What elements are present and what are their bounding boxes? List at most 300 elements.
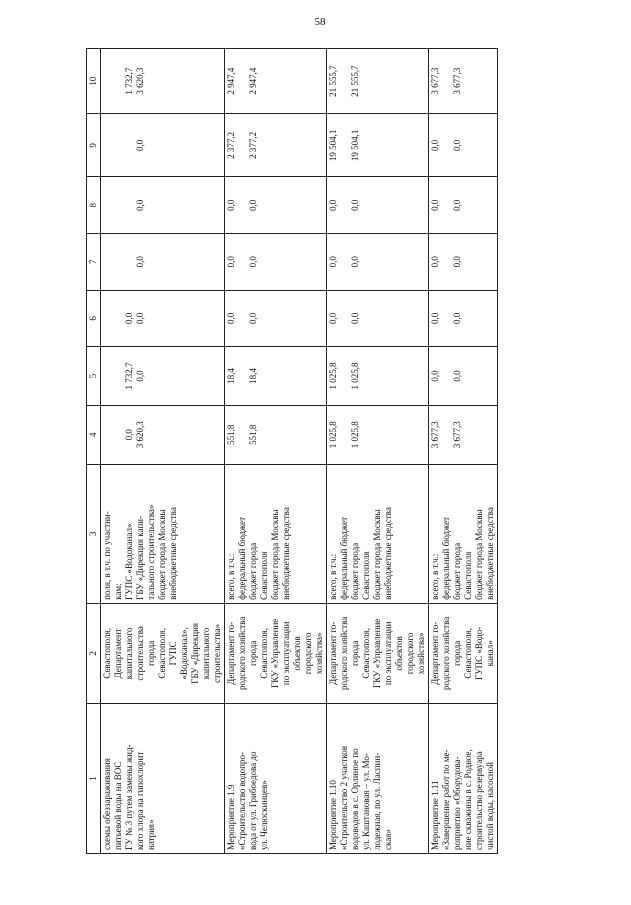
cell-line: Севастополя [463,551,473,600]
cell-line [157,409,168,461]
cell-line: ул. Каштановая – ул. Мо- [361,753,371,850]
cell-line [281,409,292,461]
cell-line: схемы обеззараживания [102,758,112,850]
cell-line: Департамент [113,628,123,679]
cell-line [361,180,372,230]
cell-line [102,350,113,402]
cell-line: ГБУ «Дирекция [190,622,200,684]
cell-line: бюджет города Москвы [474,509,484,600]
cell-line [463,52,474,110]
cell-line: вода от ул. Грибоедова до [248,751,258,850]
cell-line [270,180,281,230]
cell-line [102,237,113,287]
cell-line: 2 377,2 [226,131,236,159]
cell-line: 19 504,1 [350,129,360,162]
cell-line [270,294,281,344]
cell-line [146,237,157,287]
table-cell-col6 [225,290,327,347]
cell-line [168,294,179,344]
cell-line: города [350,640,360,666]
cell-line [281,117,292,173]
table-cell-col1 [101,703,225,853]
cell-line [237,237,248,287]
header-cell-1: 1 [87,703,101,853]
cell-line: ГУ № 3 путем замены жид- [124,744,134,850]
cell-line: ние скважины в с. Родное, [463,749,473,850]
cell-line: Департамент го- [328,621,338,685]
cell-line: 18,4 [248,368,258,384]
cell-line [168,52,179,110]
cell-line [485,237,496,287]
cell-line: 0,0 [124,429,134,441]
cell-line [485,52,496,110]
cell-line: бюджет города [350,542,360,600]
table-cell-col8 [101,177,225,234]
cell-line [474,409,485,461]
cell-line [113,237,124,287]
cell-line [441,237,452,287]
cell-line [270,117,281,173]
table-cell-col8 [225,177,327,234]
table-row [225,49,327,854]
cell-line [474,350,485,402]
cell-line: строительства [135,626,145,681]
cell-line: Департамент го- [430,621,440,685]
cell-line [113,180,124,230]
cell-line: капитального [124,627,134,680]
header-row [87,49,101,854]
table-cell-col7 [327,233,429,290]
table-cell-col4 [225,405,327,464]
cell-line: 0,0 [226,199,236,211]
cell-line: всего, в т.ч.: [328,553,338,600]
cell-line: 0,0 [248,199,258,211]
cell-line [113,294,124,344]
cell-line [270,350,281,402]
table-cell-col6 [429,290,498,347]
cell-line [383,409,394,461]
table-cell-col2 [225,603,327,703]
cell-line [441,52,452,110]
cell-line: 0,0 [135,312,145,324]
cell-line: бюджет города Москвы [157,509,167,600]
cell-line: 3 620,3 [135,421,145,449]
cell-line: лодежная, по ул. Ласпин- [372,752,382,850]
cell-line: 3 677,3 [452,421,462,449]
table-cell-col7 [101,233,225,290]
cell-line [361,52,372,110]
cell-line: федеральный бюджет [339,516,349,600]
cell-line: 18,4 [226,368,236,384]
cell-line [259,294,270,344]
table-cell-col9 [225,114,327,177]
header-cell-3: 3 [87,464,101,603]
cell-line: 21 555,7 [350,65,360,97]
cell-line [281,180,292,230]
table-cell-col2 [101,603,225,703]
cell-line: ул. Челюскинцев» [259,780,269,850]
cell-line [270,409,281,461]
table-row [101,49,225,854]
table-cell-col10 [101,49,225,114]
cell-line: ская» [383,829,393,850]
cell-line [259,237,270,287]
cell-line: 0,0 [328,199,338,211]
cell-line: родского хозяйства [339,616,349,690]
table-cell-col1 [327,703,429,853]
cell-line: родского хозяйства [441,616,451,690]
cell-line [339,52,350,110]
cell-line: 1 732,7 [124,362,134,390]
cell-line: 0,0 [452,139,462,151]
cell-line [372,294,383,344]
cell-line [339,237,350,287]
cell-line: 0,0 [430,139,440,151]
cell-line: города [146,640,156,666]
cell-line: объектов [394,636,404,671]
cell-line [474,237,485,287]
cell-line [237,52,248,110]
cell-line [361,409,372,461]
cell-line: ГКУ «Управление [372,618,382,688]
cell-line: 3 620,3 [135,67,145,95]
cell-line [157,237,168,287]
cell-line: городского [405,632,415,675]
cell-line: внебюджетные средства [281,507,291,600]
cell-line [383,237,394,287]
cell-line [157,117,168,173]
cell-line [474,52,485,110]
cell-line: 0,0 [248,256,258,268]
cell-line: ГКУ «Управление [270,618,280,688]
header-cell-10: 10 [87,49,101,114]
cell-line: 0,0 [328,256,338,268]
program-activities-table [86,48,498,854]
cell-line [361,294,372,344]
cell-line: ГУПС «Водо- [474,626,484,680]
cell-line [441,409,452,461]
table-cell-col9 [101,114,225,177]
cell-line: питьевой воды на ВОС [113,761,123,850]
cell-line: ГУПС [168,641,178,666]
cell-line: «Водоканал», [179,627,189,680]
cell-line: внебюджетные средства [383,507,393,600]
cell-line: 0,0 [452,199,462,211]
cell-line: Севастополя, [361,628,371,679]
table-cell-col5 [429,347,498,406]
cell-line: 1 025,8 [328,421,338,449]
cell-line: по эксплуатации [281,621,291,686]
cell-line [270,52,281,110]
cell-line: 2 947,4 [248,67,258,95]
cell-line: «Строительство 2 участков [339,746,349,850]
cell-line: хозяйства» [314,632,324,675]
cell-line [383,117,394,173]
cell-line: роприятию «Оборудова- [452,756,462,850]
cell-line: 0,0 [452,312,462,324]
table-cell-col4 [429,405,498,464]
cell-line: Севастополя, [157,628,167,679]
cell-line: ГБУ «Дирекция капи- [135,516,145,600]
cell-line [102,180,113,230]
table-cell-col5 [101,347,225,406]
cell-line [237,409,248,461]
cell-line: 0,0 [135,139,145,151]
table-cell-col10 [429,49,498,114]
cell-line: 1 732,7 [124,67,134,95]
cell-line [485,409,496,461]
cell-line: ГУПС «Водоканал» [124,523,134,600]
cell-line [113,350,124,402]
cell-line: бюджет города Москвы [372,509,382,600]
cell-line: Мероприятие 1.9 [226,784,236,850]
cell-line [441,180,452,230]
header-cell-5: 5 [87,347,101,406]
cell-line [270,237,281,287]
table-cell-col2 [429,603,498,703]
cell-line: 0,0 [430,370,440,382]
cell-line: Севастополя, [102,628,112,679]
cell-line: 19 504,1 [328,129,338,162]
cell-line: Департамент го- [226,621,236,685]
cell-line: натрия» [146,819,156,850]
page-number: 58 [314,16,326,28]
cell-line [146,180,157,230]
cell-line: 0,0 [430,312,440,324]
cell-line [168,117,179,173]
cell-line: чистой воды, насосной [485,762,495,850]
cell-line [372,180,383,230]
header-cell-6: 6 [87,290,101,347]
cell-line: капитального [201,627,211,680]
header-cell-8: 8 [87,177,101,234]
table-cell-col8 [327,177,429,234]
cell-line: Мероприятие 1.11 [430,780,440,850]
table-cell-col3 [327,464,429,603]
cell-line [281,294,292,344]
cell-line [383,350,394,402]
cell-line [124,237,135,287]
cell-line [113,117,124,173]
table-cell-col7 [429,233,498,290]
table-cell-col5 [225,347,327,406]
cell-line [463,350,474,402]
cell-line: поля, в т.ч. по участни- [102,511,112,600]
table-cell-col4 [101,405,225,464]
cell-line [157,52,168,110]
cell-line: города [248,640,258,666]
cell-line [259,52,270,110]
cell-line [281,52,292,110]
cell-line: федеральный бюджет [237,516,247,600]
cell-line [124,117,135,173]
table-cell-col5 [327,347,429,406]
cell-line [441,294,452,344]
table-cell-col3 [225,464,327,603]
cell-line: 0,0 [226,312,236,324]
header-cell-2: 2 [87,603,101,703]
cell-line: городского [303,632,313,675]
cell-line [339,350,350,402]
cell-line [259,180,270,230]
cell-line [485,350,496,402]
rotated-table-container [86,48,572,854]
cell-line [146,350,157,402]
cell-line: бюджет города Москвы [270,509,280,600]
header-cell-4: 4 [87,405,101,464]
cell-line [237,180,248,230]
cell-line: кого хлора на гипохлорит [135,751,145,850]
cell-line: Севастополя, [259,628,269,679]
cell-line [102,294,113,344]
cell-line: кам: [113,583,123,600]
cell-line [124,180,135,230]
cell-line [474,294,485,344]
cell-line: 0,0 [430,256,440,268]
cell-line [237,117,248,173]
cell-line [102,117,113,173]
cell-line: 0,0 [135,256,145,268]
table-cell-col4 [327,405,429,464]
cell-line [361,350,372,402]
cell-line: канал» [485,640,495,667]
cell-line: 0,0 [135,370,145,382]
cell-line [361,117,372,173]
cell-line [281,237,292,287]
cell-line: 551,8 [248,424,258,445]
cell-line [383,180,394,230]
cell-line: 3 677,3 [430,421,440,449]
cell-line: бюджет города [452,542,462,600]
cell-line: города [452,640,462,666]
cell-line [474,117,485,173]
cell-line [146,294,157,344]
cell-line [372,237,383,287]
cell-line [168,409,179,461]
table-cell-col8 [429,177,498,234]
cell-line: Севастополя [259,551,269,600]
cell-line: 3 677,3 [452,67,462,95]
cell-line [485,117,496,173]
cell-line [361,237,372,287]
cell-line: внебюджетные средства [168,507,178,600]
cell-line [259,117,270,173]
cell-line [463,180,474,230]
table-cell-col7 [225,233,327,290]
cell-line [372,409,383,461]
cell-line [463,117,474,173]
cell-line: Мероприятие 1.10 [328,780,338,850]
cell-line [113,409,124,461]
table-cell-col6 [327,290,429,347]
cell-line [157,180,168,230]
cell-line [146,409,157,461]
cell-line: «Строительство водопро- [237,752,247,850]
cell-line: 0,0 [135,199,145,211]
cell-line [485,294,496,344]
cell-line [339,409,350,461]
cell-line: 2 377,2 [248,131,258,159]
table-cell-col2 [327,603,429,703]
table-body [87,49,498,854]
cell-line: 21 555,7 [328,65,338,97]
cell-line: 1 025,8 [328,362,338,390]
cell-line: 0,0 [350,256,360,268]
cell-line [102,52,113,110]
cell-line [157,350,168,402]
cell-line: «Завершение работ по ме- [441,749,451,850]
table-cell-col1 [225,703,327,853]
cell-line: 1 025,8 [350,362,360,390]
cell-line [237,350,248,402]
cell-line: 0,0 [124,312,134,324]
cell-line [168,180,179,230]
cell-line: 3 677,3 [430,67,440,95]
cell-line: 0,0 [452,256,462,268]
cell-line [441,117,452,173]
cell-line: строительство резервуара [474,751,484,850]
cell-line [339,117,350,173]
table-cell-col10 [327,49,429,114]
cell-line [441,350,452,402]
cell-line [463,237,474,287]
cell-line [372,52,383,110]
table-cell-col3 [101,464,225,603]
table-row [327,49,429,854]
table-cell-col1 [429,703,498,853]
cell-line: бюджет города [248,542,258,600]
cell-line: Севастополя [361,551,371,600]
cell-line [259,350,270,402]
table-cell-col9 [327,114,429,177]
cell-line: 0,0 [452,370,462,382]
header-cell-9: 9 [87,114,101,177]
cell-line [339,180,350,230]
cell-line [372,117,383,173]
cell-line: объектов [292,636,302,671]
cell-line: 1 025,8 [350,421,360,449]
cell-line [146,52,157,110]
cell-line: Севастополя, [463,628,473,679]
cell-line: водоводов в с. Орлиное по [350,748,360,850]
header-cell-7: 7 [87,233,101,290]
cell-line [113,52,124,110]
cell-line: 0,0 [350,199,360,211]
cell-line: 0,0 [248,312,258,324]
cell-line [339,294,350,344]
cell-line [146,117,157,173]
table-cell-col9 [429,114,498,177]
cell-line: по эксплуатации [383,621,393,686]
cell-line: родского хозяйства [237,616,247,690]
cell-line [259,409,270,461]
table-cell-col6 [101,290,225,347]
cell-line: строительства» [212,623,222,683]
cell-line [157,294,168,344]
cell-line: хозяйства» [416,632,426,675]
cell-line: всего, в т.ч.: [430,553,440,600]
cell-line: внебюджетные средства [485,507,495,600]
cell-line: 0,0 [328,312,338,324]
cell-line: 0,0 [350,312,360,324]
cell-line [383,52,394,110]
cell-line: тального строительства» [146,504,156,600]
cell-line [102,409,113,461]
cell-line [474,180,485,230]
cell-line [237,294,248,344]
cell-line: 551,8 [226,424,236,445]
cell-line [383,294,394,344]
